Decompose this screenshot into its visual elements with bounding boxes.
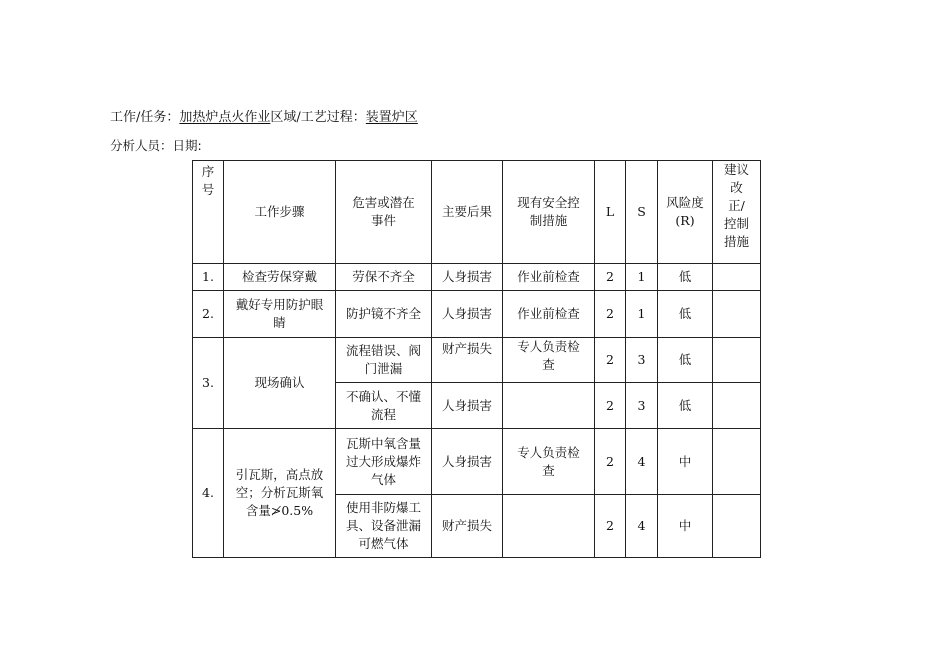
cell-risk: 中 <box>658 495 713 558</box>
task-label: 工作/任务： <box>110 110 180 125</box>
cell-suggest <box>713 495 761 558</box>
task-line <box>110 106 418 125</box>
cell-suggest <box>713 291 761 338</box>
task-value: 加热炉点火作业 <box>179 110 271 125</box>
cell-l: 2 <box>595 495 626 558</box>
analyst-date-line: 分析人员：日期: <box>110 138 202 153</box>
cell-hazard: 瓦斯中氧含量过大形成爆炸气体 <box>336 429 432 495</box>
cell-step: 戴好专用防护眼睛 <box>224 291 336 338</box>
cell-hazard: 不确认、不懂流程 <box>336 383 432 429</box>
cell-l: 2 <box>595 291 626 338</box>
cell-step: 检查劳保穿戴 <box>224 264 336 291</box>
header-seq: 序号 <box>193 161 224 264</box>
cell-consequence: 人身损害 <box>432 383 503 429</box>
table-header-row <box>193 161 761 264</box>
cell-step: 现场确认 <box>224 338 336 429</box>
cell-consequence: 人身损害 <box>432 429 503 495</box>
cell-risk: 低 <box>658 264 713 291</box>
cell-hazard: 流程错误、阀门泄漏 <box>336 338 432 383</box>
cell-suggest <box>713 383 761 429</box>
cell-hazard: 劳保不齐全 <box>336 264 432 291</box>
cell-risk: 低 <box>658 383 713 429</box>
header-consequence: 主要后果 <box>432 161 503 264</box>
cell-seq: 4. <box>193 429 224 558</box>
cell-hazard: 防护镜不齐全 <box>336 291 432 338</box>
cell-suggest <box>713 429 761 495</box>
cell-risk: 低 <box>658 291 713 338</box>
cell-controls <box>503 495 595 558</box>
table-row <box>193 338 761 383</box>
cell-consequence: 人身损害 <box>432 264 503 291</box>
cell-consequence: 财产损失 <box>432 338 503 383</box>
cell-s: 4 <box>626 495 658 558</box>
cell-seq: 1. <box>193 264 224 291</box>
cell-suggest <box>713 338 761 383</box>
header-s: S <box>626 161 658 264</box>
header-risk: 风险度(R) <box>658 161 713 264</box>
cell-s: 3 <box>626 338 658 383</box>
cell-consequence: 人身损害 <box>432 291 503 338</box>
cell-l: 2 <box>595 383 626 429</box>
hazard-analysis-table <box>192 160 761 558</box>
table-row <box>193 429 761 495</box>
cell-risk: 中 <box>658 429 713 495</box>
header-suggest: 建议改正/控制措施 <box>713 161 761 264</box>
cell-l: 2 <box>595 429 626 495</box>
cell-seq: 3. <box>193 338 224 429</box>
cell-s: 4 <box>626 429 658 495</box>
header-hazard: 危害或潜在事件 <box>336 161 432 264</box>
cell-step: 引瓦斯，高点放空；分析瓦斯氧含量≯0.5% <box>224 429 336 558</box>
cell-l: 2 <box>595 338 626 383</box>
header-step: 工作步骤 <box>224 161 336 264</box>
cell-controls: 作业前检查 <box>503 291 595 338</box>
cell-l: 2 <box>595 264 626 291</box>
cell-controls: 作业前检查 <box>503 264 595 291</box>
cell-s: 1 <box>626 264 658 291</box>
cell-suggest <box>713 264 761 291</box>
cell-hazard: 使用非防爆工具、设备泄漏可燃气体 <box>336 495 432 558</box>
header-controls: 现有安全控制措施 <box>503 161 595 264</box>
header-l: L <box>595 161 626 264</box>
cell-controls: 专人负责检查 <box>503 429 595 495</box>
cell-risk: 低 <box>658 338 713 383</box>
cell-controls <box>503 383 595 429</box>
area-value: 装置炉区 <box>365 110 418 125</box>
table-row <box>193 264 761 291</box>
cell-consequence: 财产损失 <box>432 495 503 558</box>
cell-seq: 2. <box>193 291 224 338</box>
table-row <box>193 291 761 338</box>
cell-controls: 专人负责检查 <box>503 338 595 383</box>
area-label: 区域/工艺过程： <box>270 110 366 125</box>
cell-s: 3 <box>626 383 658 429</box>
cell-s: 1 <box>626 291 658 338</box>
